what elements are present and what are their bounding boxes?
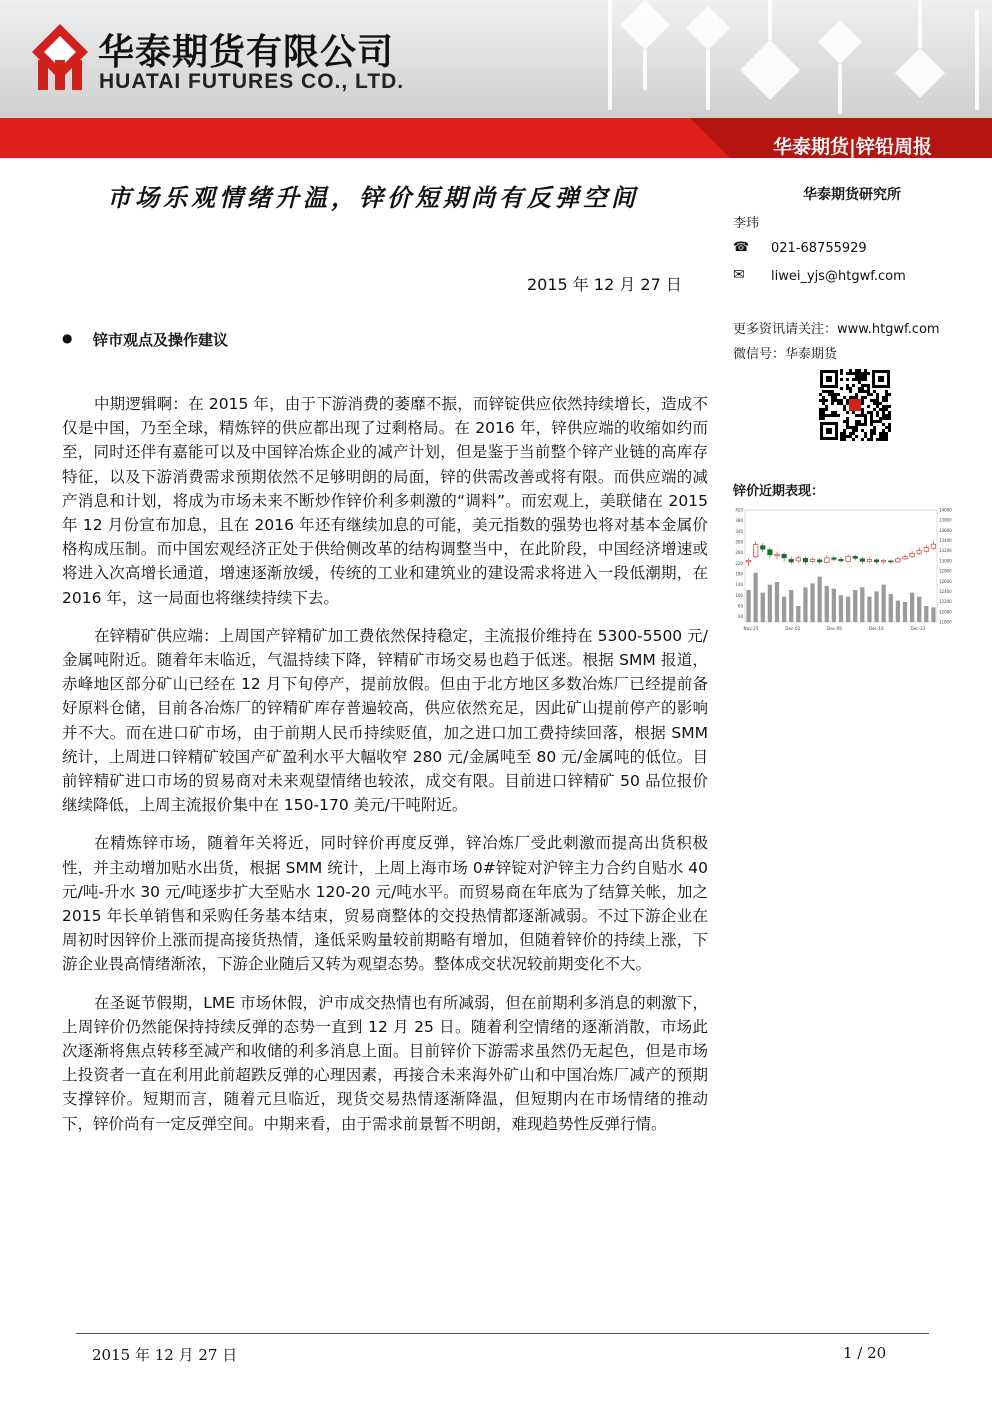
right-tick-label: 12800 bbox=[939, 568, 952, 574]
decorative-diamonds bbox=[590, 0, 992, 118]
report-series-label: 华泰期货|锌铅周报 bbox=[773, 136, 932, 158]
volume-bar bbox=[860, 587, 864, 622]
right-tick-label: 13000 bbox=[939, 558, 952, 564]
author-name: 李玮 bbox=[733, 216, 760, 231]
phone-number: 021-68755929 bbox=[771, 241, 867, 256]
candle-body bbox=[768, 550, 773, 555]
candle-body bbox=[839, 559, 844, 561]
x-tick-label: Dec-02 bbox=[785, 626, 801, 631]
volume-bar bbox=[903, 602, 907, 622]
candle-body bbox=[867, 559, 872, 561]
volume-bar bbox=[768, 585, 772, 622]
report-body bbox=[62, 392, 708, 1150]
volume-bar bbox=[846, 597, 850, 622]
left-tick-label: 420 bbox=[735, 507, 743, 513]
mail-icon: ✉ bbox=[733, 267, 745, 283]
volume-bar bbox=[931, 607, 935, 622]
candle-body bbox=[775, 554, 780, 556]
candle-body bbox=[782, 554, 787, 558]
left-tick-label: 180 bbox=[735, 571, 743, 577]
volume-bar bbox=[782, 597, 786, 622]
wechat-id: 微信号：华泰期货 bbox=[733, 347, 838, 362]
volume-bar bbox=[818, 577, 822, 622]
institute-name: 华泰期货研究所 bbox=[803, 187, 901, 203]
left-tick-label: 100 bbox=[735, 592, 743, 598]
candle-body bbox=[810, 559, 815, 561]
paragraph: 在圣诞节假期，LME 市场休假，沪市成交热情也有所减弱，但在前期利多消息的刺激下，上周锌价仍然能保持持续反弹的态势一直到 12 月 25 日。随着利空情绪的逐渐消散，市场此次逐渐将焦点转移至减产和收储的利多消息上面。目前锌价下游需求虽然仍无起色，但是市场上投资者一直在利用此前超跌反弹的心理因素，再接合未来海外矿山和中国冶炼厂减产的预期支撑锌价。短期而言，随着元旦临近，现货交易热情逐渐降温，但短期内在市场情绪的推动下，锌价尚有一定反弹空间。中期来看，由于需求前景暂不明朗，难现趋势性反弹行情。 bbox=[62, 993, 708, 1133]
volume-bar bbox=[917, 597, 921, 622]
candle-body bbox=[931, 544, 936, 548]
zinc-price-chart bbox=[731, 506, 955, 634]
volume-bar bbox=[754, 573, 758, 622]
candle-body bbox=[789, 559, 794, 562]
company-name-en: HUATAI FUTURES CO., LTD. bbox=[99, 70, 405, 93]
right-tick-label: 12600 bbox=[939, 578, 952, 584]
paragraph: 在锌精矿供应端：上周国产锌精矿加工费依然保持稳定，主流报价维持在 5300-5500 元/金属吨附近。随着年末临近，气温持续下降，锌精矿市场交易也趋于低迷。根据 SMM 报道，赤峰地区部分矿山已经在 12 月下旬停产，提前放假。但由于北方地区多数冶炼厂已经提前备好原料仓储，目前各冶炼厂的锌精矿库存普遍较高，供应依然充足，因此矿山提前停产的影响并不大。而在进口矿市场，由于前期人民币持续贬值，加之进口加工费持续回落，根据 SMM 统计，上周进口锌精矿较国产矿盈利水平大幅收窄 280 元/金属吨至 80 元/金属吨的低位。目前锌精矿进口市场的贸易商对未来观望情绪也较浓，成交有限。目前进口锌精矿 50 品位报价继续降低，上周主流报价集中在 150-170 美元/干吨附近。 bbox=[62, 626, 708, 815]
qr-code bbox=[819, 369, 891, 441]
volume-bar bbox=[889, 594, 893, 622]
right-tick-label: 12000 bbox=[939, 609, 952, 615]
left-tick-label: 140 bbox=[735, 582, 743, 588]
volume-bar bbox=[874, 591, 878, 622]
right-tick-label: 12200 bbox=[939, 599, 952, 605]
x-tick-label: Nov-25 bbox=[743, 626, 759, 631]
volume-bar bbox=[761, 593, 765, 622]
candle-body bbox=[889, 561, 894, 562]
candle-body bbox=[860, 559, 865, 562]
left-tick-label: 300 bbox=[735, 539, 743, 545]
x-tick-label: Dec-23 bbox=[910, 626, 926, 631]
volume-bar bbox=[867, 597, 871, 622]
right-tick-label: 11800 bbox=[939, 619, 952, 625]
candle-body bbox=[832, 558, 837, 560]
left-tick-label: 260 bbox=[735, 550, 743, 556]
candle-body bbox=[896, 559, 901, 562]
candle-body bbox=[796, 558, 801, 561]
page-number: 1 / 20 bbox=[843, 1344, 887, 1362]
volume-bar bbox=[853, 590, 857, 622]
x-tick-label: Dec-16 bbox=[868, 626, 884, 631]
paragraph: 中期逻辑啊：在 2015 年，由于下游消费的萎靡不振，而锌锭供应依然持续增长，造成不仅是中国，乃至全球，精炼锌的供应都出现了过剩格局。在 2016 年，锌供应端的收缩如约而至，同时还伴有嘉能可以及中国锌冶炼企业的减产计划，但是鉴于当前整个锌产业链的高库存特征，以及下游消费需求预期依然不足够明朗的局面，锌的供需改善或将有限。而供应端的减产消息和计划，将成为市场未来不断炒作锌价利多刺激的“调料”。而宏观上，美联储在 2015 年 12 月份宣布加息，且在 2016 年还有继续加息的可能，美元指数的强势也将对基本金属价格构成压制。而中国宏观经济正处于供给侧改革的结构调整当中，在此阶段，中国经济增速或将进入次高增长通道，增速逐渐放缓，传统的工业和建筑业的建设需求将进入一段低潮期，在 2016 年，这一局面也将继续持续下去。 bbox=[62, 395, 708, 607]
candle-body bbox=[846, 556, 851, 561]
left-tick-label: 340 bbox=[735, 528, 743, 534]
more-info-link[interactable]: 更多资讯请关注：www.htgwf.com bbox=[733, 322, 940, 337]
candle-body bbox=[924, 548, 929, 552]
candle-body bbox=[761, 546, 766, 550]
footer-divider bbox=[76, 1333, 929, 1334]
section-title: 锌市观点及操作建议 bbox=[93, 331, 229, 349]
report-date: 2015 年 12 月 27 日 bbox=[527, 275, 682, 294]
candle-body bbox=[746, 560, 751, 562]
candle-body bbox=[817, 560, 822, 562]
candle-body bbox=[881, 560, 886, 562]
left-tick-label: 20 bbox=[737, 614, 743, 620]
right-tick-label: 14000 bbox=[939, 507, 952, 513]
volume-bar bbox=[789, 590, 793, 622]
volume-bar bbox=[924, 606, 928, 622]
phone-icon: ☎ bbox=[733, 240, 750, 255]
email-link[interactable]: liwei_yjs@htgwf.com bbox=[771, 269, 906, 284]
volume-bar bbox=[896, 601, 900, 622]
right-tick-label: 12400 bbox=[939, 588, 952, 594]
volume-bar bbox=[810, 583, 814, 622]
candle-body bbox=[803, 558, 808, 562]
volume-bar bbox=[832, 589, 836, 622]
left-tick-label: 60 bbox=[737, 603, 743, 609]
volume-bar bbox=[882, 585, 886, 622]
volume-bar bbox=[775, 582, 779, 622]
candle-body bbox=[917, 551, 922, 554]
volume-bar bbox=[910, 593, 914, 622]
candle-body bbox=[825, 558, 830, 563]
volume-bar bbox=[825, 586, 829, 622]
volume-bar bbox=[839, 595, 843, 622]
qr-logo bbox=[849, 399, 861, 411]
candle-body bbox=[853, 556, 858, 558]
paragraph: 在精炼锌市场，随着年关将近，同时锌价再度反弹，锌冶炼厂受此刺激而提高出货积极性，并主动增加贴水出货，根据 SMM 统计，上周上海市场 0#锌锭对沪锌主力合约自贴水 40 元/吨-升水 30 元/吨逐步扩大至贴水 120-20 元/吨水平。而贸易商在年底为了结算关帐，加之 2015 年长单销售和采购任务基本结束，贸易商整体的交投热情都逐渐减弱。不过下游企业在周初时因锌价上涨而提高接货热情，逢低采购量较前期略有增加，但随着锌价的持续上涨，下游企业畏高情绪渐浓，下游企业随后又转为观望态势。整体成交状况较前期变化不大。 bbox=[62, 834, 708, 974]
left-tick-label: 220 bbox=[735, 560, 743, 566]
company-name-cn: 华泰期货有限公司 bbox=[98, 32, 395, 73]
footer-date: 2015 年 12 月 27 日 bbox=[92, 1346, 238, 1364]
x-tick-label: Dec-09 bbox=[827, 626, 842, 631]
right-tick-label: 13400 bbox=[939, 538, 952, 544]
report-title: 市场乐观情绪升温，锌价短期尚有反弹空间 bbox=[107, 183, 639, 212]
volume-bar bbox=[803, 587, 807, 622]
candle-body bbox=[903, 557, 908, 559]
volume-bar bbox=[796, 606, 800, 622]
bullet-icon: ● bbox=[62, 331, 73, 345]
right-tick-label: 13800 bbox=[939, 517, 952, 523]
right-tick-label: 13200 bbox=[939, 548, 952, 554]
left-tick-label: 380 bbox=[735, 518, 743, 524]
candle-body bbox=[874, 560, 879, 562]
chart-title: 锌价近期表现： bbox=[733, 484, 825, 499]
right-tick-label: 13600 bbox=[939, 527, 952, 533]
company-logo bbox=[30, 22, 90, 92]
volume-bar bbox=[746, 590, 750, 622]
candle-body bbox=[910, 553, 915, 557]
candle-body bbox=[753, 545, 758, 557]
